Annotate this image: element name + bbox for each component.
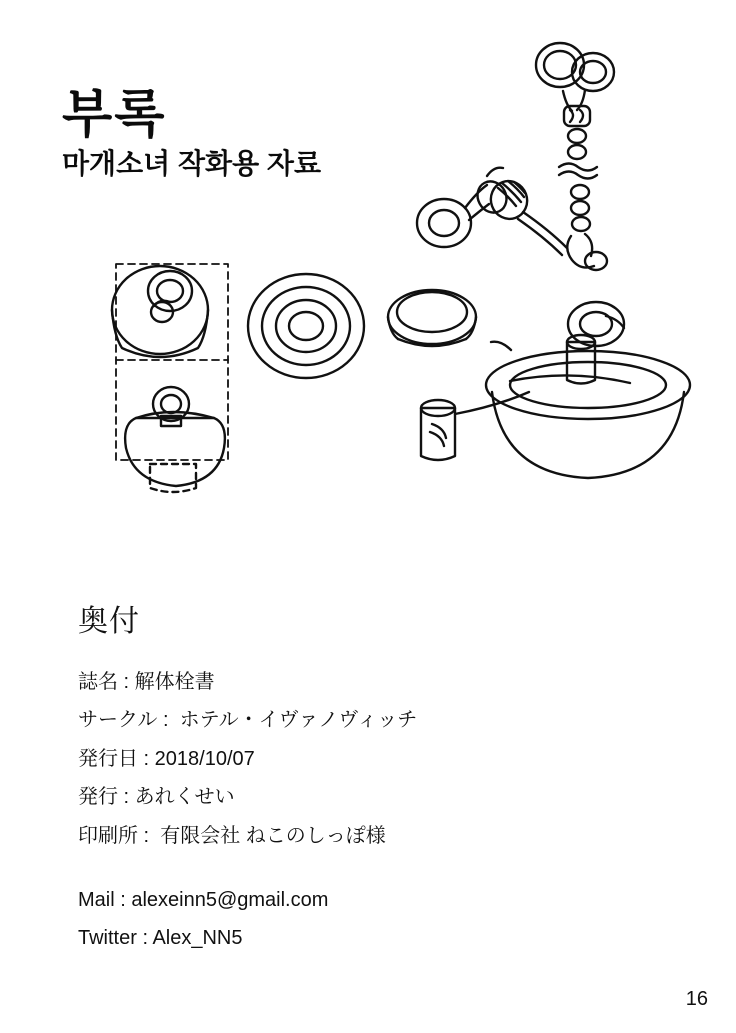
page-number: 16: [685, 988, 708, 1010]
contact-mail: Mail : alexeinn5@gmail.com: [78, 888, 329, 911]
small-cylinder-fitting: [421, 392, 529, 460]
page-title: 부록: [62, 86, 167, 144]
drain-flange-ring: [388, 290, 476, 346]
basin-with-plug: [486, 302, 690, 478]
chain-links-icon: [536, 43, 614, 270]
page-subtitle: 마개소녀 작화용 자료: [62, 147, 321, 179]
colophon-entry-publisher: 発行 : あれくせい: [78, 786, 235, 809]
title-block: [62, 88, 442, 180]
plug-top-view: [112, 266, 208, 357]
plug-side-view: [125, 387, 225, 492]
colophon-entry-printer: 印刷所 : 有限会社 ねこのしっぽ様: [78, 824, 386, 847]
colophon-entry-title: 誌名 : 解体栓書: [78, 671, 215, 693]
colophon-spacer: [78, 858, 638, 884]
colophon-entry-date: 発行日 : 2018/10/07: [78, 747, 255, 770]
colophon-section: [78, 596, 638, 961]
contact-twitter: Twitter : Alex_NN5: [78, 927, 243, 950]
construction-guide-box: [116, 264, 228, 460]
colophon-heading: 奥付: [78, 605, 140, 638]
plug-ring-detail: [248, 274, 364, 378]
colophon-entry-circle: サークル : ホテル・イヴァノヴィッチ: [78, 709, 418, 732]
ring-pull-fitting: [417, 168, 567, 255]
